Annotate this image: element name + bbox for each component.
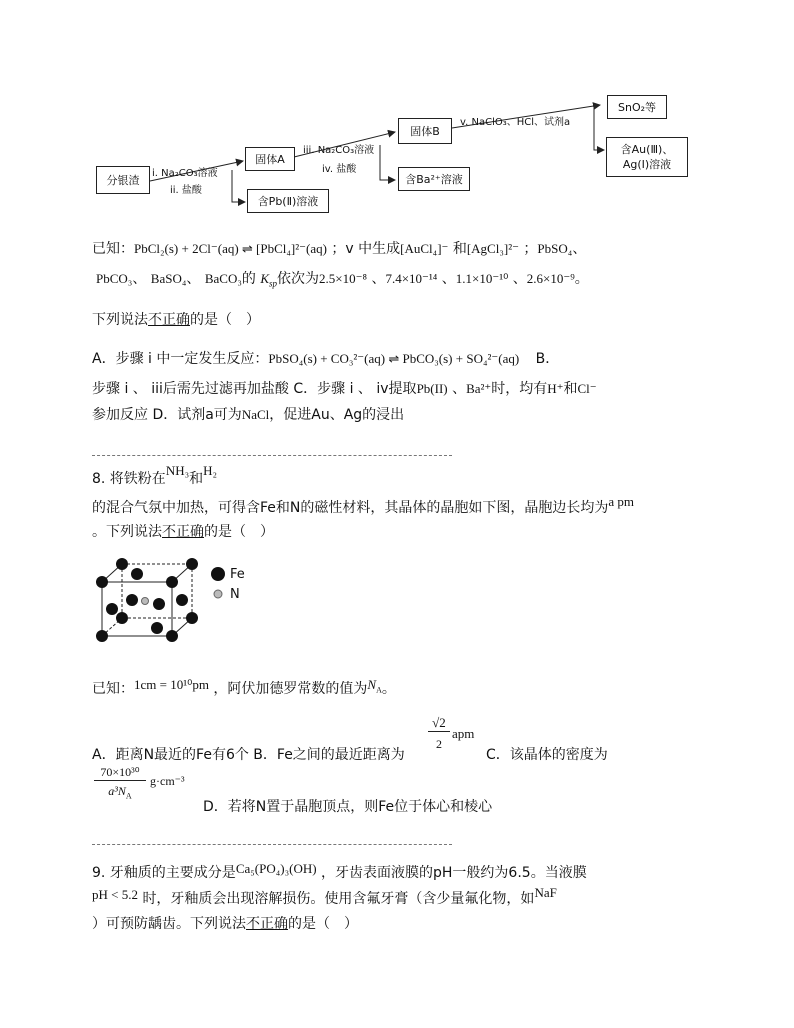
- q8-option-d: D．若将N置于晶胞顶点，则Fe位于体心和棱心: [203, 799, 493, 815]
- q7-option-c-h: H⁺: [547, 381, 564, 396]
- fe-atom: [166, 630, 178, 642]
- legend-n-dot: [214, 590, 222, 598]
- fe-atom: [186, 558, 198, 570]
- q7-sep: ；: [523, 241, 538, 257]
- q7-de: 的: [241, 271, 256, 287]
- fe-atom: [186, 612, 198, 624]
- node-au-ag-line1: 含Au(Ⅲ)、: [620, 143, 674, 156]
- fe-atom: [131, 568, 143, 580]
- q8-frac-denominator: 2: [436, 737, 442, 751]
- q8-nh3: NH₃: [165, 463, 190, 478]
- q8-stem-pre: 8. 将铁粉在: [92, 471, 166, 487]
- q7-pbso4: PbSO₄: [537, 241, 573, 256]
- q7-and: 和: [452, 241, 467, 257]
- q8-and: 和: [189, 471, 204, 487]
- q7-option-d-nacl: NaCl: [241, 407, 270, 422]
- fe-atom: [176, 594, 188, 606]
- q7-option-cd: [92, 404, 404, 424]
- q8-density-den-sub: A: [125, 791, 132, 801]
- step-label-iv: iv. 盐酸: [322, 164, 357, 175]
- q8-density-den-main: a³N: [108, 784, 126, 798]
- q9-stem-post: ，牙齿表面液膜的pH一般约为6.5。当液膜: [321, 865, 587, 881]
- q7-dun-6: 、: [512, 271, 527, 287]
- fe-atom: [116, 558, 128, 570]
- q7-ksp-sub: sp: [269, 278, 278, 289]
- node-solid-b: 固体B: [398, 118, 452, 144]
- q9-stem-line2: [92, 885, 557, 908]
- q7-baco3: BaCO₃: [204, 271, 242, 286]
- q7-question-underlined: 不正确: [148, 312, 190, 328]
- legend-n-label: N: [230, 587, 240, 602]
- fe-atom: [96, 630, 108, 642]
- q7-pbco3: PbCO₃: [96, 271, 133, 286]
- q8-stem-line2: [92, 494, 635, 517]
- q8-na-n: N: [367, 677, 377, 692]
- q9-stem-pre: 9. 牙釉质的主要成分是: [92, 865, 236, 881]
- arrow-to-au-ag: [594, 108, 604, 150]
- q8-density-denominator: [94, 784, 146, 800]
- q7-dun-3: 、: [186, 271, 201, 287]
- legend-fe-dot: [211, 567, 225, 581]
- q7-option-d-text: 参加反应 D．试剂a可为: [92, 407, 242, 423]
- q7-option-c-cl: Cl⁻: [577, 381, 597, 396]
- q8-density-unit: g·cm⁻³: [150, 774, 185, 788]
- q8-stem-line3: [92, 521, 274, 541]
- q7-question: [92, 309, 260, 329]
- fe-atom: [116, 612, 128, 624]
- q9-stem-line1: [92, 862, 587, 882]
- divider-2: [92, 844, 452, 845]
- fe-atom: [153, 598, 165, 610]
- node-pb-solution: 含Pb(Ⅱ)溶液: [247, 189, 329, 213]
- q7-option-c-ba: Ba²⁺: [466, 381, 492, 396]
- q7-ksp-k: K: [260, 271, 269, 286]
- q7-ksp-value-1: 2.5×10⁻⁸: [319, 271, 367, 286]
- q7-option-d-tail: ，促进Au、Ag的浸出: [269, 407, 405, 423]
- q7-period: 。: [574, 271, 589, 287]
- node-au-ag-line2: Ag(Ⅰ)溶液: [622, 158, 672, 171]
- q8-option-ab-text: A．距离N最近的Fe有6个 B．Fe之间的最近距离为: [92, 747, 405, 763]
- q7-known-mid: ；v 中生成: [331, 241, 401, 257]
- q7-option-a-equation: PbSO₄(s) + CO₃²⁻(aq) ⇌ PbCO₃(s) + SO₄²⁻(aq): [268, 351, 520, 366]
- arrow-b-to-ba: [380, 145, 395, 180]
- q8-option-c: C．该晶体的密度为: [486, 747, 608, 763]
- step-label-iii: iii. Na₂CO₃溶液: [303, 145, 375, 156]
- q7-order: 依次为: [277, 271, 320, 287]
- q7-dun-1: 、: [572, 241, 587, 257]
- step-label-i: i. Na₂CO₃溶液: [152, 168, 218, 179]
- q9-stem-middle: 时，牙釉质会出现溶解损伤。使用含氟牙膏（含少量氟化物，如: [142, 891, 535, 907]
- q8-h2: H₂: [203, 463, 218, 478]
- q7-dun-2: 、: [132, 271, 147, 287]
- fe-atom: [151, 622, 163, 634]
- q7-option-c-and: 和: [563, 381, 578, 397]
- q8-options-ab: [92, 744, 405, 764]
- q8-stem-post: 的是（ ）: [204, 524, 274, 540]
- divider-1: [92, 455, 452, 456]
- q8-na-sub: A: [376, 685, 382, 695]
- q8-stem-middle: 的混合气氛中加热，可得含Fe和N的磁性材料，其晶体的晶胞如下图，晶胞边长均为: [92, 500, 609, 516]
- fe-atom: [106, 603, 118, 615]
- q7-option-c-tail: 时，均有: [491, 381, 548, 397]
- q7-baso4: BaSO₄: [150, 271, 187, 286]
- fe-atom: [126, 594, 138, 606]
- q7-option-b-label: B．: [535, 351, 560, 367]
- q8-known: [92, 678, 396, 699]
- q7-ksp: [260, 271, 278, 289]
- q7-dun-4: 、: [371, 271, 386, 287]
- q7-question-post: 的是（ ）: [190, 312, 260, 328]
- n-atom: [142, 598, 149, 605]
- q7-option-bc-text: 步骤 i 、 iii后需先过滤再加盐酸 C．步骤 i 、 iv提取: [92, 381, 417, 397]
- q9-stem-pre-question: ）可预防龋齿。下列说法: [92, 916, 246, 932]
- legend-fe-label: Fe: [230, 567, 245, 582]
- node-solid-a: 固体A: [245, 147, 295, 171]
- flow-arrows: [0, 0, 794, 230]
- step-label-ii: ii. 盐酸: [170, 185, 202, 196]
- q7-dun-5: 、: [441, 271, 456, 287]
- q7-option-c-pb: Pb(II): [416, 381, 448, 396]
- step-label-v: v. NaClO₃、HCl、试剂a: [460, 117, 571, 128]
- q7-option-a: [92, 348, 559, 368]
- q8-stem-line1: [92, 463, 218, 488]
- fe-atom: [166, 576, 178, 588]
- q9-ph: pH < 5.2: [92, 887, 138, 902]
- node-start: 分银渣: [96, 166, 150, 194]
- q9-stem-underlined: 不正确: [246, 916, 288, 932]
- q7-aucl4: [AuCl₄]⁻: [400, 241, 449, 256]
- q7-ksp-value-2: 7.4×10⁻¹⁴: [385, 271, 438, 286]
- q9-formula: Ca₅(PO₄)₃(OH): [235, 861, 317, 876]
- q8-known-prefix: 已知：: [92, 681, 134, 697]
- q8-frac-numerator: √2: [428, 715, 450, 732]
- node-ba-solution: 含Ba²⁺溶液: [398, 167, 470, 191]
- q8-na: [367, 677, 382, 695]
- q7-known-line2: [96, 268, 589, 289]
- q8-known-mid: ，阿伏加德罗常数的值为: [213, 681, 368, 697]
- q7-ksp-value-4: 2.6×10⁻⁹: [526, 271, 575, 286]
- q9-naf: NaF: [534, 885, 557, 900]
- q7-known-prefix: 已知：: [92, 241, 134, 257]
- q8-stem-pre-question: 。下列说法: [92, 524, 162, 540]
- q7-known-line1: [92, 238, 586, 258]
- arrow-a-to-pb: [232, 170, 245, 202]
- q7-option-bc: [92, 378, 597, 398]
- q8-known-equation: 1cm = 10¹⁰pm: [134, 677, 209, 692]
- q9-stem-question-post: 的是（ ）: [288, 916, 358, 932]
- q7-ksp-value-3: 1.1×10⁻¹⁰: [455, 271, 509, 286]
- node-au-ag: [606, 137, 688, 177]
- fe-atom: [96, 576, 108, 588]
- q7-agcl3: [AgCl₃]²⁻: [466, 241, 519, 256]
- q7-known-equation: PbCl₂(s) + 2Cl⁻(aq) ⇌ [PbCl₄]²⁻(aq): [134, 241, 327, 256]
- q8-density-numerator: 70×10³⁰: [94, 765, 146, 781]
- node-sno2: SnO₂等: [607, 95, 667, 119]
- crystal-cell-figure: [92, 552, 272, 652]
- q8-frac-unit: apm: [452, 726, 475, 741]
- q7-dun-7: 、: [452, 381, 467, 397]
- q7-option-a-text: A．步骤 i 中一定发生反应：: [92, 351, 269, 367]
- q8-known-period: 。: [381, 681, 396, 697]
- q7-question-pre: 下列说法: [92, 312, 148, 328]
- q8-stem-underlined: 不正确: [162, 524, 204, 540]
- q9-stem-line3: [92, 913, 358, 933]
- q8-apm: a pm: [608, 494, 635, 509]
